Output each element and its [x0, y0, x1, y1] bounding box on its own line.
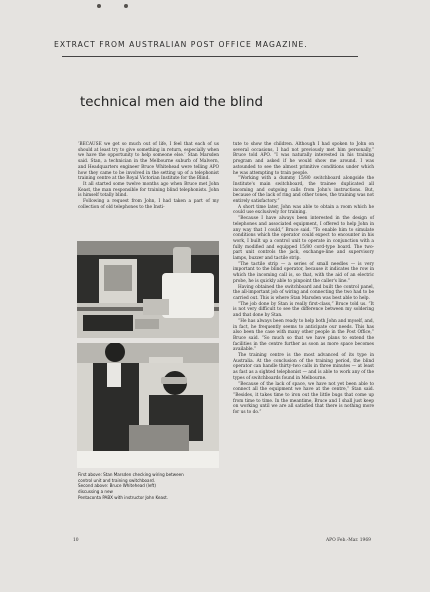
- paragraph: “Working with a dummy 15/80 switchboard alongside the Institute's main switchboard, the trainee duplicated all incoming and outgoing calls from John's instructions. But, because of the lack of ring and other tones, the training was not entirely satisfactory.”: [233, 176, 374, 205]
- photo-bruce-whitehead-john-keast: [77, 343, 219, 468]
- paragraph: A short time later, John was able to obtain a room which he could use exclusively for training.: [233, 204, 374, 216]
- paragraph: Following a request from John, I had taken a part of my collection of old telephones to the Insti-: [78, 199, 219, 210]
- photo-stan-marsden: [77, 241, 219, 338]
- caption-line: Second above: Bruce Whitehead (left): [78, 483, 157, 489]
- article-column-right: [233, 142, 374, 416]
- issue-footer: APO Feb.-Mar. 1969: [326, 538, 371, 543]
- paragraph: “He has always been ready to help both John and myself, and, in fact, he frequently seems to anticipate our needs. This has also been the case with many other people in the Post Office,” Bruce said. “So much so that we have plans to extend the facilities in the centre further as soon as more space becomes available.”: [233, 318, 374, 353]
- paragraph: “Because I have always been interested in the design of telephones and associated equipment, I offered to help John in any way that I could,” Bruce said. “To enable him to simulate conditions which the operator could expect to encounter in his work, I built up a control unit to operate in conjunction with a fully modified and equipped 15/80 cord-type board. The two-part unit controls the jack, exchange-line and supervisory lamps, buzzer and tactile strip.: [233, 216, 374, 262]
- paragraph: “The tactile strip — a series of small needles — is very important to the blind operator, because it indicates the row in which the incoming call is, so that, with the aid of an electric probe, he is quickly able to pinpoint the caller's line.”: [233, 261, 374, 284]
- article-title: technical men aid the blind: [80, 95, 263, 110]
- caption-line: discussing a new: [78, 489, 113, 495]
- punch-hole-mark: [97, 4, 101, 8]
- paragraph: tute to show the children. Although I had spoken to John on several occasions, I had not previously met him personally,” Bruce told APO. “I was naturally interested in his training program and asked if he would show me around. I was astounded to see the almost primitive conditions under which he was attempting to train people.: [233, 142, 374, 176]
- paragraph: It all started some twelve months ago when Bruce met John Keast, the man responsible for training blind telephonists. John is himself totally blind.: [78, 181, 219, 199]
- paragraph: “The job done by Stan is really first-class,” Bruce told us. “It is not very difficult to see the difference between my soldering and that done by Stan.: [233, 301, 374, 319]
- paragraph: “Because of the lack of space, we have not yet been able to connect all the equipment we have at the centre,” Stan said. “Besides, it takes time to iron out the little bugs that come up from time to time. In the meantime, Bruce and I shall just keep on working until we are all satisfied that there is nothing more for us to do.”: [233, 381, 374, 416]
- caption-line: First above: Stan Marsden checking wiring between: [78, 472, 184, 477]
- punch-hole-mark: [124, 4, 128, 8]
- caption-line: control unit and training switchboard.: [78, 477, 156, 483]
- paragraph: The training centre is the most advanced of its type in Australia. At the conclusion of the training period, the blind operator can handle thirty-two calls in three minutes — at least as fast as a sighted telephonist — and is able to work any of the types of switchboards found in Melbourne.: [233, 353, 374, 381]
- caption-line: Pentaconta PABX with instructor John Keast.: [78, 494, 169, 500]
- photo-caption: [78, 472, 219, 501]
- article-column-left: [78, 142, 219, 210]
- paragraph: ‘BECAUSE we get so much out of life, I feel that each of us should at least try to give something in return, especially when we have the opportunity to help someone else.’ Stan Marsden said. Stan, a technician in the Melbourne suburb of Malvern, and Headquarters engineer Bruce Whitehead were telling APO how they came to be involved in the setting up of a telephonist training centre at the Royal Victorian Institute for the Blind.: [78, 142, 219, 182]
- paragraph: Having obtained the switchboard and built the control panel, the all-important job of wiring and connecting the two had to be carried out. This is where Stan Marsden was best able to help.: [233, 284, 374, 301]
- page-number: 10: [73, 538, 79, 543]
- header-rule: [62, 56, 358, 57]
- extract-header: EXTRACT FROM AUSTRALIAN POST OFFICE MAGAZINE.: [54, 40, 308, 49]
